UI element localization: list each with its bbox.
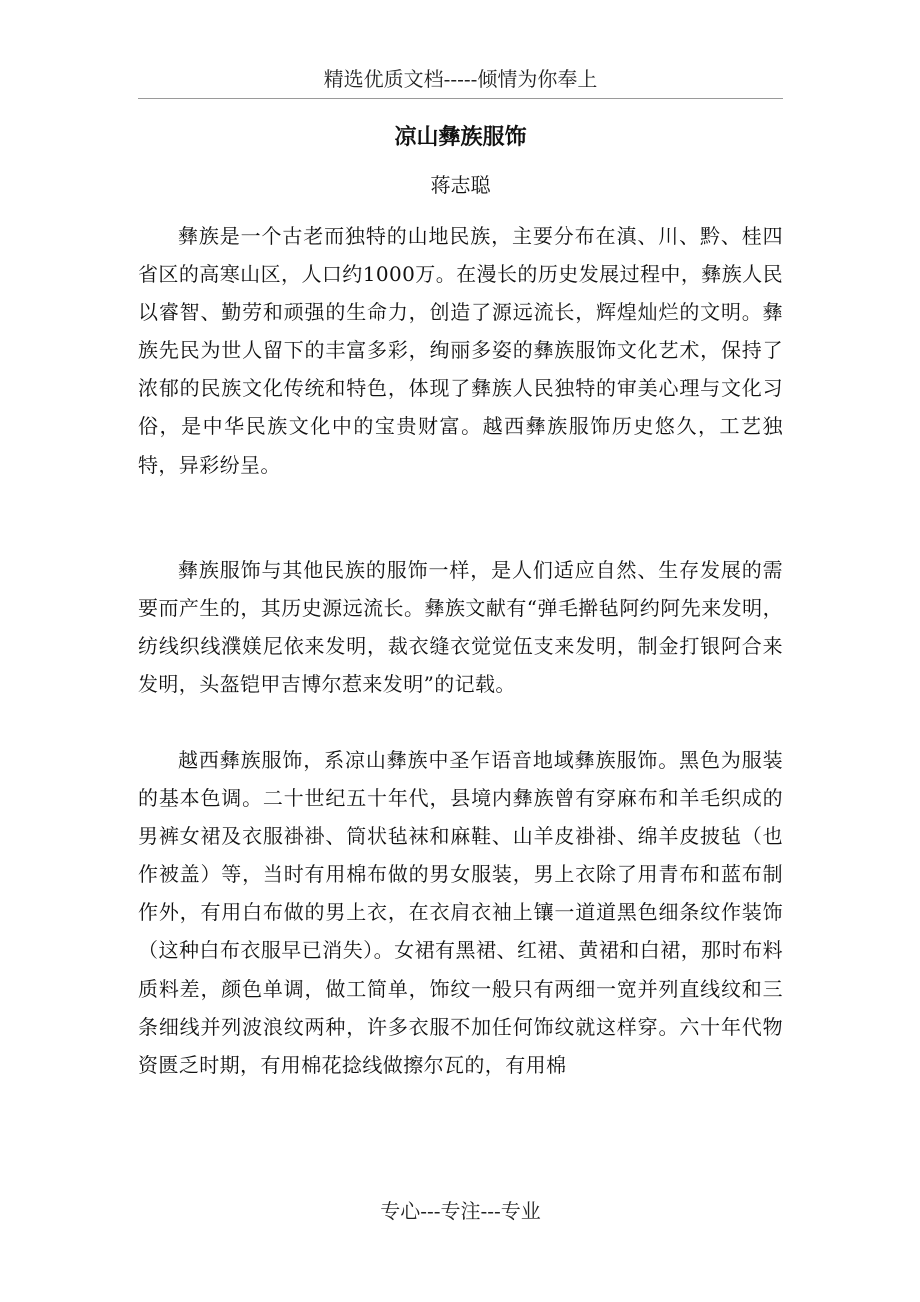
body-paragraph-3: 越西彝族服饰，系凉山彝族中圣乍语音地域彝族服饰。黑色为服装的基本色调。二十世纪五十年代，县境内彝族曾有穿麻布和羊毛织成的男裤女裙及衣服褂褂、筒状毡袜和麻鞋、山羊皮褂褂、绵羊皮披毡（也作被盖）等，当时有用棉布做的男女服装，男上衣除了用青布和蓝布制作外，有用白布做的男上衣，在衣肩衣袖上镶一道道黑色细条纹作装饰（这种白布衣服早已消失）。女裙有黑裙、红裙、黄裙和白裙，那时布料质料差，颜色单调，做工简单，饰纹一般只有两细一宽并列直线纹和三条细线并列波浪纹两种，许多衣服不加任何饰纹就这样穿。六十年代物资匮乏时期，有用棉花捻线做擦尔瓦的，有用棉: [138, 748, 783, 1077]
body-paragraph-1: 彝族是一个古老而独特的山地民族，主要分布在滇、川、黔、桂四省区的高寒山区，人口约1000万。在漫长的历史发展过程中，彝族人民以睿智、勤劳和顽强的生命力，创造了源远流长，辉煌灿烂的文明。彝族先民为世人留下的丰富多彩，绚丽多姿的彝族服饰文化艺术，保持了浓郁的民族文化传统和特色，体现了彝族人民独特的审美心理与文化习俗，是中华民族文化中的宝贵财富。越西彝族服饰历史悠久，工艺独特，异彩纷呈。: [138, 224, 783, 477]
page-footer: 专心---专注---专业: [380, 1199, 541, 1223]
page-header: 精选优质文档-----倾情为你奉上: [138, 64, 783, 99]
document-title: 凉山彝族服饰: [394, 124, 527, 150]
document-author: 蒋志聪: [430, 173, 491, 197]
body-paragraph-2: 彝族服饰与其他民族的服饰一样，是人们适应自然、生存发展的需要而产生的，其历史源远流长。彝族文献有“弹毛擀毡阿约阿先来发明，纺线织线濮媄尼依来发明，裁衣缝衣觉觉伍支来发明，制金打银阿合来发明，头盔铠甲吉博尔惹来发明”的记载。: [138, 558, 783, 697]
